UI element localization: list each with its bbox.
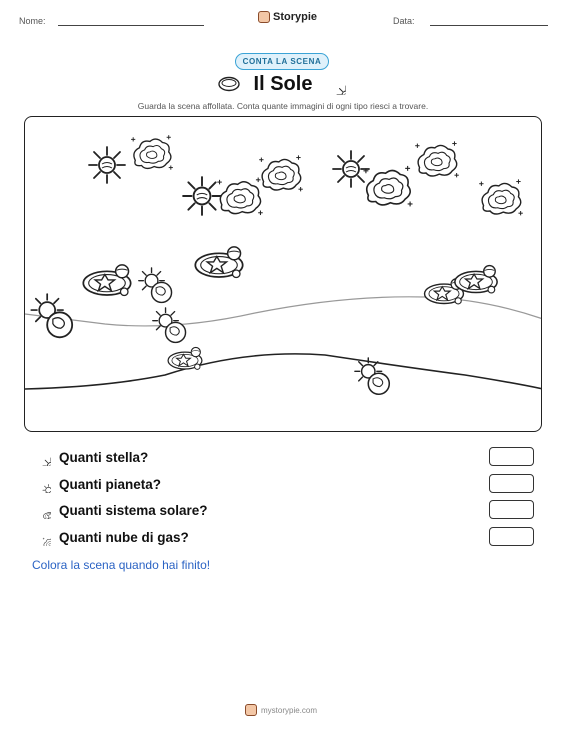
sun-icon: [326, 75, 346, 95]
storypie-logo-icon: [258, 11, 270, 23]
answer-box[interactable]: [489, 447, 534, 466]
instructions: Guarda la scena affollata. Conta quante immagini di ogni tipo riesci a trovare.: [137, 101, 429, 111]
star-icon: [333, 151, 369, 187]
gas-cloud-icon: [33, 528, 51, 546]
gas-cloud-icon: [479, 179, 523, 215]
question-row: [33, 473, 161, 495]
date-label: Data:: [393, 16, 415, 26]
question-text: Quanti pianeta?: [59, 476, 162, 492]
answer-box[interactable]: [489, 500, 534, 519]
brand-name: Storypie: [273, 11, 318, 23]
scene-picture: [24, 116, 542, 432]
question-text: Quanti nube di gas?: [59, 529, 189, 545]
gas-cloud-icon: [259, 155, 303, 191]
planet-icon: [139, 268, 172, 303]
scene-badge: CONTA LA SCENA: [235, 53, 329, 70]
storypie-logo-icon: [245, 704, 257, 716]
page-title: Il Sole: [253, 73, 313, 95]
solar-system-icon: [33, 501, 51, 519]
question-row: [33, 446, 148, 468]
gas-cloud-icon: [131, 135, 173, 170]
solar-system-icon: [168, 347, 202, 369]
brand: [258, 11, 317, 23]
gas-cloud-icon: [415, 141, 459, 177]
planet-icon: [33, 475, 51, 493]
answer-box[interactable]: [489, 474, 534, 493]
name-label: Nome:: [19, 16, 46, 26]
question-text: Quanti sistema solare?: [59, 502, 208, 518]
answer-box[interactable]: [489, 527, 534, 546]
gas-cloud-icon: [217, 178, 262, 216]
date-line[interactable]: [430, 25, 548, 26]
site-url: mystorypie.com: [261, 705, 318, 715]
color-instruction: Colora la scena quando hai finito!: [32, 558, 211, 572]
solar-system-icon: [455, 266, 497, 293]
solar-system-icon: [195, 247, 242, 278]
site-footer: [245, 704, 317, 716]
star-icon: [89, 147, 125, 183]
name-line[interactable]: [58, 25, 204, 26]
question-text: Quanti stella?: [59, 449, 149, 465]
question-row: [33, 499, 208, 521]
solar-system-icon: [83, 265, 130, 296]
question-row: [33, 526, 189, 548]
gas-cloud-icon: [363, 166, 412, 207]
star-icon: [183, 177, 221, 215]
star-icon: [33, 448, 51, 466]
